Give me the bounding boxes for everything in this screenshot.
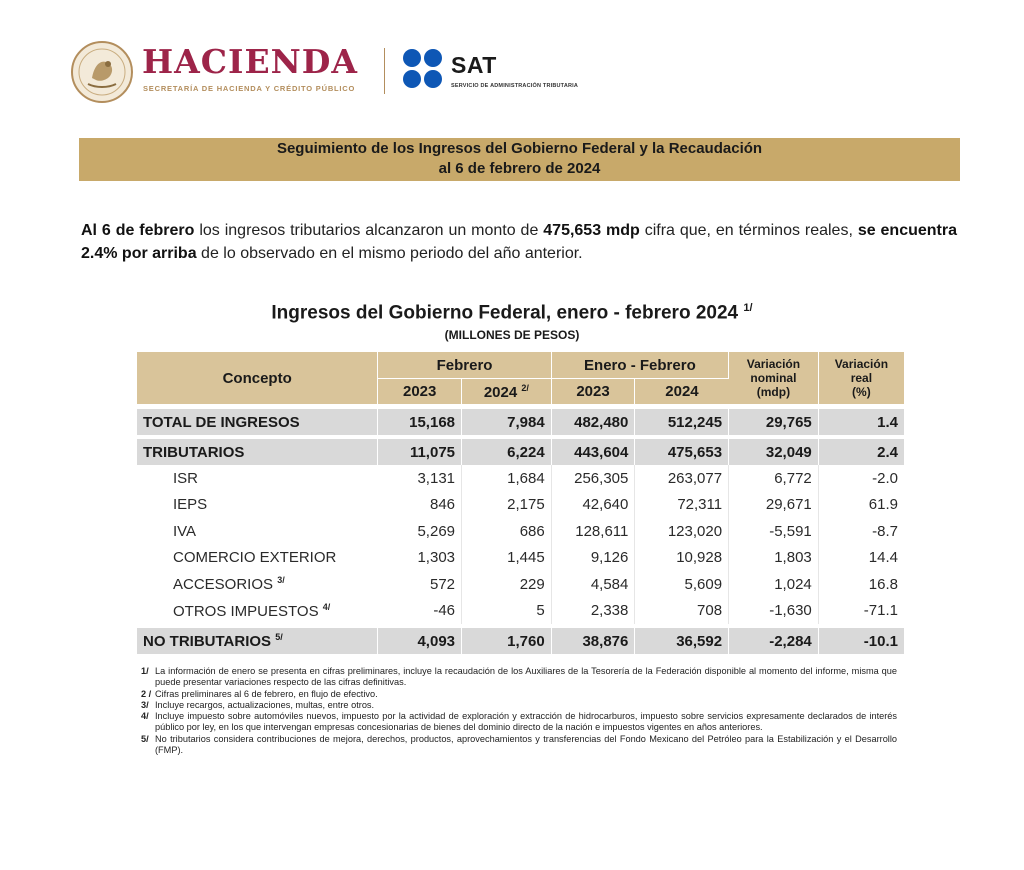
- footnote-item: [141, 666, 897, 689]
- table-header-row-1: [137, 352, 904, 379]
- table-title: [0, 302, 1024, 324]
- row-label-text: ACCESORIOS: [173, 576, 274, 594]
- footnote-key: 1/: [141, 666, 149, 676]
- cell-value: 38,876: [551, 628, 635, 654]
- cell-value: -5,591: [729, 518, 819, 545]
- header-var-real-line-2: real: [850, 371, 873, 385]
- header-variacion-nominal: [729, 352, 819, 405]
- cell-value: 1,760: [462, 628, 552, 654]
- footnote-text: Incluye impuesto sobre automóviles nuevos, impuesto por la actividad de exploración y extracción de hidrocarburos, impuesto sobre servicios expresamente declarados de interés público por ley, en los que intervengan empresas concesionarias de bienes del dominio directo de la nación e impuestos vigentes en años anteriores.: [155, 711, 897, 733]
- cell-value: 42,640: [551, 492, 635, 519]
- cell-value: 9,126: [551, 545, 635, 572]
- row-label: [137, 465, 378, 492]
- cell-value: 5,609: [635, 571, 729, 598]
- page-header: [70, 38, 630, 108]
- table-subtitle: (MILLONES DE PESOS): [444, 328, 580, 342]
- footnote-item: [141, 700, 897, 711]
- hacienda-logo-subtitle: SECRETARÍA DE HACIENDA Y CRÉDITO PÚBLICO: [143, 84, 356, 93]
- cell-value: 123,020: [635, 518, 729, 545]
- cell-value: 11,075: [378, 439, 462, 465]
- header-ef-2024: 2024: [635, 379, 729, 405]
- cell-value: -1,630: [729, 598, 819, 625]
- footnote-item: [141, 734, 897, 757]
- report-banner: [79, 138, 960, 181]
- header-feb-2024: [462, 379, 552, 405]
- logo-divider: [384, 48, 385, 94]
- table-title-footnote: 1/: [743, 302, 753, 314]
- intro-text-2: cifra que, en términos reales,: [639, 222, 858, 239]
- table-row: [137, 545, 904, 572]
- intro-date: Al 6 de febrero: [81, 222, 195, 239]
- cell-value: 708: [635, 598, 729, 625]
- footnote-key: 2 /: [141, 688, 152, 699]
- cell-value: 29,765: [729, 409, 819, 435]
- table-row: [137, 571, 904, 598]
- cell-value: 256,305: [551, 465, 635, 492]
- cell-value: 2.4: [818, 439, 904, 465]
- cell-value: 5: [462, 598, 552, 625]
- cell-value: 4,093: [378, 628, 462, 654]
- footnote-item: [141, 711, 897, 734]
- header-concepto: Concepto: [137, 352, 378, 405]
- footnotes: [141, 666, 897, 756]
- cell-value: -10.1: [818, 628, 904, 654]
- cell-value: 61.9: [868, 496, 898, 514]
- cell-value: 15,168: [378, 409, 462, 435]
- header-febrero: Febrero: [378, 352, 551, 379]
- table-row: [137, 628, 904, 654]
- row-label: [137, 571, 378, 598]
- header-feb-2024-footnote: 2/: [521, 382, 529, 393]
- cell-value: 16.8: [868, 575, 898, 593]
- table-row: [137, 465, 904, 492]
- header-var-nominal-line-1: Variación: [746, 357, 801, 371]
- cell-value: 10,928: [635, 545, 729, 572]
- cell-value: 572: [378, 571, 462, 598]
- row-footnote: 3/: [277, 575, 285, 586]
- cell-value: 512,245: [635, 409, 729, 435]
- footnote-text: Incluye recargos, actualizaciones, multas, entre otros.: [155, 699, 375, 710]
- cell-value: 6,224: [462, 439, 552, 465]
- cell-value: 4,584: [551, 571, 635, 598]
- sat-logo-subtitle: SERVICIO DE ADMINISTRACIÓN TRIBUTARIA: [451, 83, 579, 89]
- table-row: [137, 598, 904, 625]
- row-label: [137, 409, 378, 435]
- income-table: [137, 352, 904, 654]
- cell-value: 2,175: [462, 492, 552, 519]
- footnote-key: 4/: [141, 711, 149, 722]
- cell-value: 2,338: [551, 598, 635, 625]
- cell-value: 32,049: [729, 439, 819, 465]
- cell-value: 5,269: [378, 518, 462, 545]
- header-feb-2023: 2023: [378, 379, 462, 405]
- header-var-real-line-1: Variación: [834, 357, 889, 371]
- row-label-text: ISR: [173, 469, 199, 487]
- sat-logo-icon: [402, 48, 444, 90]
- intro-paragraph: [81, 219, 957, 265]
- cell-value: 686: [462, 518, 552, 545]
- cell-value: 443,604: [551, 439, 635, 465]
- table-row: [137, 439, 904, 465]
- table-row: [137, 492, 904, 519]
- header-var-real-line-3: (%): [852, 385, 871, 399]
- cell-value: 14.4: [868, 549, 898, 567]
- row-label-text: NO TRIBUTARIOS: [143, 633, 272, 650]
- intro-growth: se encuentra 2.4% por arriba: [81, 222, 958, 262]
- cell-value: 482,480: [551, 409, 635, 435]
- intro-amount: 475,653 mdp: [543, 222, 640, 239]
- row-label: [137, 628, 378, 654]
- cell-value: -2,284: [729, 628, 819, 654]
- cell-value: 846: [378, 492, 462, 519]
- footnote-key: 5/: [141, 733, 149, 744]
- row-footnote: 4/: [322, 601, 331, 612]
- header-feb-2024-text: 2024: [483, 383, 518, 401]
- cell-value: 229: [462, 571, 552, 598]
- cell-value: 36,592: [635, 628, 729, 654]
- row-label-text: IVA: [173, 522, 197, 540]
- header-var-nominal-line-3: (mdp): [756, 385, 791, 399]
- row-footnote: 5/: [275, 632, 283, 642]
- cell-value: 72,311: [635, 492, 729, 519]
- cell-value: -46: [378, 598, 462, 625]
- row-label-text: COMERCIO EXTERIOR: [173, 549, 337, 567]
- intro-text-3: de lo observado en el mismo periodo del año anterior.: [196, 245, 583, 262]
- table-title-text: Ingresos del Gobierno Federal, enero - febrero 2024: [271, 302, 739, 324]
- header-variacion-real: [818, 352, 904, 405]
- row-label: [137, 439, 378, 465]
- cell-value: 29,671: [729, 492, 819, 519]
- cell-value: -2.0: [872, 469, 898, 487]
- header-ef-2023: 2023: [551, 379, 635, 405]
- row-label-text: OTROS IMPUESTOS: [173, 602, 319, 620]
- cell-value: 475,653: [635, 439, 729, 465]
- table-row: [137, 518, 904, 545]
- sat-logo-title: SAT: [451, 52, 497, 78]
- cell-value: 1,303: [378, 545, 462, 572]
- banner-line-1: Seguimiento de los Ingresos del Gobierno Federal y la Recaudación: [276, 140, 763, 157]
- row-label: [137, 545, 378, 572]
- row-label-text: TOTAL DE INGRESOS: [143, 413, 300, 431]
- cell-value: 1,803: [729, 545, 819, 572]
- cell-value: -71.1: [863, 602, 898, 620]
- row-label-text: TRIBUTARIOS: [143, 443, 245, 461]
- cell-value: 263,077: [635, 465, 729, 492]
- footnote-text: Cifras preliminares al 6 de febrero, en flujo de efectivo.: [155, 688, 378, 699]
- hacienda-logo-title: HACIENDA: [142, 42, 359, 81]
- intro-text-1: los ingresos tributarios alcanzaron un monto de: [194, 222, 544, 239]
- row-label-text: IEPS: [173, 496, 208, 514]
- table-body: [137, 405, 904, 655]
- header-var-nominal-line-2: nominal: [750, 371, 797, 385]
- footnote-item: [141, 689, 897, 700]
- row-label: [137, 518, 378, 545]
- row-label: [137, 492, 378, 519]
- cell-value: 6,772: [729, 465, 819, 492]
- table-row: [137, 409, 904, 435]
- footnote-text: No tributarios considera contribuciones de mejora, derechos, productos, aprovechamientos y transferencias del Fondo Mexicano del Petróleo para la Estabilización y el Desarrollo (FMP).: [155, 733, 897, 756]
- row-label: [137, 598, 378, 625]
- footnote-key: 3/: [141, 699, 149, 710]
- cell-value: -8.7: [872, 522, 898, 540]
- national-seal-icon: [70, 40, 134, 104]
- banner-line-2: al 6 de febrero de 2024: [438, 160, 601, 177]
- cell-value: 1,024: [729, 571, 819, 598]
- cell-value: 1,445: [462, 545, 552, 572]
- cell-value: 3,131: [378, 465, 462, 492]
- header-enero-febrero: Enero - Febrero: [551, 352, 728, 379]
- cell-value: 1.4: [818, 409, 904, 435]
- footnote-text: La información de enero se presenta en cifras preliminares, incluye la recaudación de los Auxiliares de la Tesorería de la Federación disponible al momento del informe, misma que puede presentar variaciones respecto de las cifras definitivas.: [155, 666, 897, 688]
- cell-value: 128,611: [551, 518, 635, 545]
- cell-value: 7,984: [462, 409, 552, 435]
- cell-value: 1,684: [462, 465, 552, 492]
